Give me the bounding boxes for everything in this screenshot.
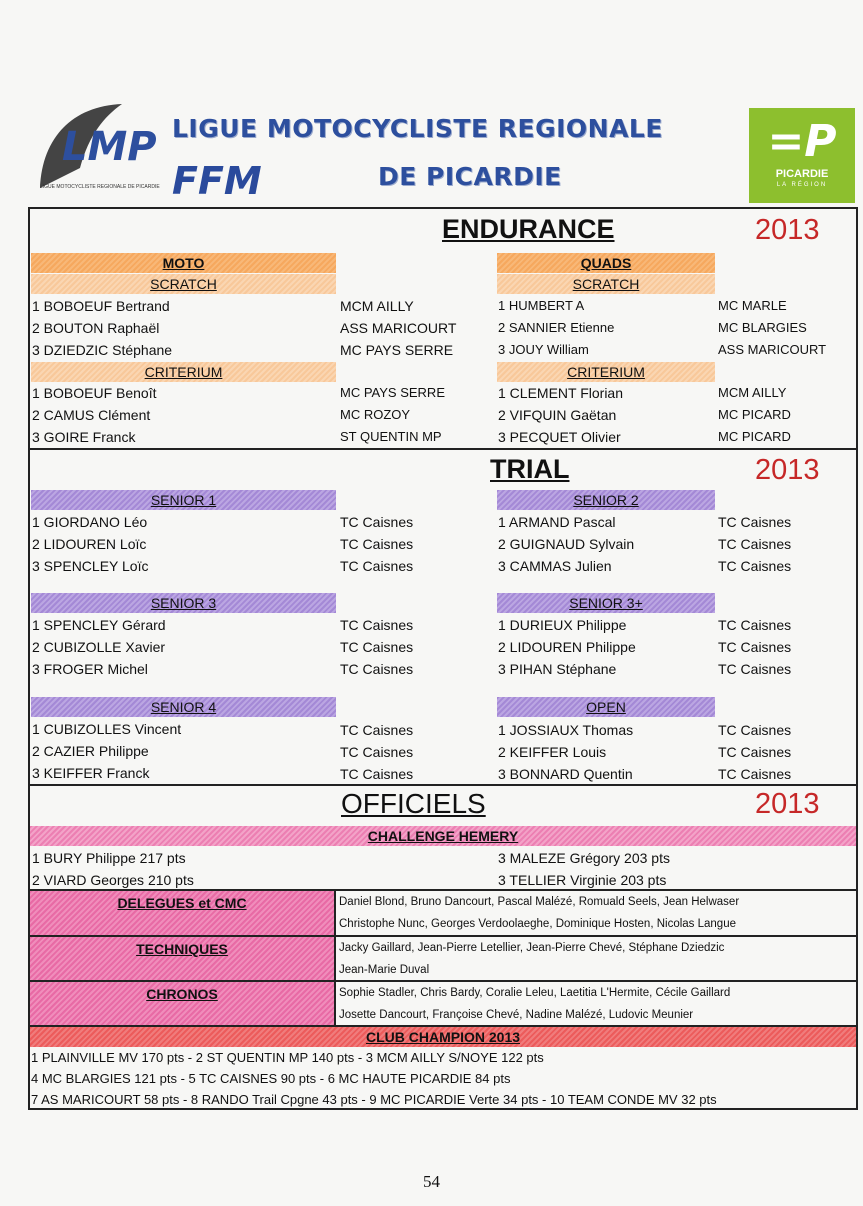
trial-rider-club: TC Caisnes: [340, 722, 414, 738]
senior2-band: SENIOR 2: [497, 490, 715, 510]
moto-scratch-club: ASS MARICOURT: [340, 320, 457, 336]
trial-rider-name: 2 CUBIZOLLE Xavier: [32, 639, 166, 655]
trial-rider-name: 3 BONNARD Quentin: [498, 766, 633, 782]
trial-rider-name: 1 GIORDANO Léo: [32, 514, 148, 530]
quads-band: QUADS: [497, 253, 715, 273]
league-title-line2: DE PICARDIE: [378, 162, 562, 191]
quads-criterium-club: MCM AILLY: [718, 385, 787, 400]
trial-rider-name: 1 JOSSIAUX Thomas: [498, 722, 634, 738]
trial-rider-name: 2 LIDOUREN Loïc: [32, 536, 147, 552]
lmp-logo-caption: LIGUE MOTOCYCLISTE REGIONALE DE PICARDIE: [40, 184, 160, 190]
moto-scratch-name: 1 BOBOEUF Bertrand: [32, 298, 170, 314]
lmp-logo-text: LMP: [62, 124, 157, 170]
moto-criterium-name: 1 BOBOEUF Benoît: [32, 385, 157, 401]
moto-criterium-name: 2 CAMUS Clément: [32, 407, 151, 423]
trial-rider-name: 2 LIDOUREN Philippe: [498, 639, 636, 655]
officiels-title: OFFICIELS: [341, 788, 486, 819]
moto-scratch-club: MC PAYS SERRE: [340, 342, 454, 358]
picardie-logo-name: PICARDIE: [775, 168, 829, 180]
quads-scratch-name: 2 SANNIER Etienne: [498, 320, 615, 335]
trial-rider-club: TC Caisnes: [718, 558, 792, 574]
trial-rider-club: TC Caisnes: [340, 617, 414, 633]
moto-criterium-club: MC PAYS SERRE: [340, 385, 445, 400]
trial-rider-club: TC Caisnes: [718, 661, 792, 677]
trial-rider-club: TC Caisnes: [340, 744, 414, 760]
moto-scratch-band: SCRATCH: [31, 274, 336, 294]
chronos-names: Sophie Stadler, Chris Bardy, Coralie Leleu, Laetitia L'Hermite, Cécile Gaillard: [339, 987, 731, 999]
quads-scratch-club: MC MARLE: [718, 298, 787, 313]
trial-title: TRIAL: [490, 454, 570, 484]
quads-criterium-club: MC PICARD: [718, 407, 791, 422]
ffm-logo: [170, 158, 290, 204]
quads-scratch-name: 1 HUMBERT A: [498, 298, 585, 313]
trial-rider-club: TC Caisnes: [718, 722, 792, 738]
page-number: 54: [423, 1172, 440, 1191]
quads-scratch-name: 3 JOUY William: [498, 342, 589, 357]
endurance-year: 2013: [755, 214, 820, 246]
trial-rider-name: 1 SPENCLEY Gérard: [32, 617, 166, 633]
senior1-band: SENIOR 1: [31, 490, 336, 510]
picardie-logo-sub: LA RÉGION: [776, 182, 828, 188]
trial-rider-club: TC Caisnes: [718, 514, 792, 530]
trial-rider-club: TC Caisnes: [718, 766, 792, 782]
trial-rider-club: TC Caisnes: [340, 766, 414, 782]
trial-rider-club: TC Caisnes: [718, 744, 792, 760]
quads-criterium-name: 3 PECQUET Olivier: [498, 429, 621, 445]
delegues-label-cell: DELEGUES et CMC: [30, 891, 334, 935]
ffm-logo-text: FFM: [172, 159, 262, 203]
trial-rider-name: 2 GUIGNAUD Sylvain: [498, 536, 635, 552]
divider-endurance-trial: [28, 448, 858, 450]
challenge-entry: 1 BURY Philippe 217 pts: [32, 850, 186, 866]
moto-criterium-club: MC ROZOY: [340, 407, 411, 422]
senior3plus-band: SENIOR 3+: [497, 593, 715, 613]
techniques-names: Jean-Marie Duval: [339, 964, 430, 976]
challenge-entry: 3 MALEZE Grégory 203 pts: [498, 850, 670, 866]
trial-rider-name: 3 FROGER Michel: [32, 661, 148, 677]
trial-rider-name: 3 PIHAN Stéphane: [498, 661, 617, 677]
quads-scratch-club: MC BLARGIES: [718, 320, 807, 335]
trial-rider-name: 2 KEIFFER Louis: [498, 744, 607, 760]
trial-rider-name: 3 CAMMAS Julien: [498, 558, 612, 574]
moto-criterium-name: 3 GOIRE Franck: [32, 429, 136, 445]
club-champion-band: CLUB CHAMPION 2013: [30, 1027, 856, 1047]
trial-rider-name: 3 SPENCLEY Loïc: [32, 558, 149, 574]
moto-scratch-name: 2 BOUTON Raphaël: [32, 320, 160, 336]
moto-scratch-name: 3 DZIEDZIC Stéphane: [32, 342, 173, 358]
quads-scratch-band: SCRATCH: [497, 274, 715, 294]
chronos-names: Josette Dancourt, Françoise Chevé, Nadine Malézé, Ludovic Meunier: [339, 1009, 694, 1021]
league-title-line1: LIGUE MOTOCYCLISTE REGIONALE: [172, 114, 663, 143]
endurance-title: ENDURANCE: [442, 214, 615, 244]
trial-rider-club: TC Caisnes: [718, 639, 792, 655]
trial-rider-name: 1 CUBIZOLLES Vincent: [32, 721, 182, 737]
trial-rider-club: TC Caisnes: [340, 558, 414, 574]
moto-criterium-club: ST QUENTIN MP: [340, 429, 442, 444]
chronos-label-cell: CHRONOS: [30, 982, 334, 1025]
delegues-names: Daniel Blond, Bruno Dancourt, Pascal Malézé, Romuald Seels, Jean Helwaser: [339, 896, 740, 908]
trial-rider-club: TC Caisnes: [340, 536, 414, 552]
picardie-logo-glyph: =P: [767, 116, 837, 167]
club-champion-line: 4 MC BLARGIES 121 pts - 5 TC CAISNES 90 pts - 6 MC HAUTE PICARDIE 84 pts: [31, 1071, 511, 1086]
trial-rider-name: 2 CAZIER Philippe: [32, 743, 149, 759]
senior4-band: SENIOR 4: [31, 697, 336, 717]
trial-rider-club: TC Caisnes: [340, 661, 414, 677]
open-band: OPEN: [497, 697, 715, 717]
quads-criterium-name: 1 CLEMENT Florian: [498, 385, 624, 401]
club-champion-line: 7 AS MARICOURT 58 pts - 8 RANDO Trail Cpgne 43 pts - 9 MC PICARDIE Verte 34 pts - 10 TEAM CONDE MV 32 pts: [31, 1092, 717, 1107]
techniques-names: Jacky Gaillard, Jean-Pierre Letellier, Jean-Pierre Chevé, Stéphane Dziedzic: [339, 942, 725, 954]
trial-rider-club: TC Caisnes: [340, 514, 414, 530]
senior3-band: SENIOR 3: [31, 593, 336, 613]
trial-rider-name: 1 DURIEUX Philippe: [498, 617, 627, 633]
trial-rider-club: TC Caisnes: [340, 639, 414, 655]
challenge-entry: 2 VIARD Georges 210 pts: [32, 872, 194, 888]
officiels-year: 2013: [755, 788, 820, 820]
quads-criterium-band: CRITERIUM: [497, 362, 715, 382]
quads-criterium-name: 2 VIFQUIN Gaëtan: [498, 407, 617, 423]
quads-criterium-club: MC PICARD: [718, 429, 791, 444]
trial-year: 2013: [755, 454, 820, 486]
challenge-hemery-band: CHALLENGE HEMERY: [30, 826, 856, 846]
moto-scratch-club: MCM AILLY: [340, 298, 414, 314]
officiels-column-divider: [334, 889, 336, 1027]
trial-rider-name: 1 ARMAND Pascal: [498, 514, 616, 530]
delegues-names: Christophe Nunc, Georges Verdoolaeghe, Dominique Hosten, Nicolas Langue: [339, 918, 736, 930]
trial-rider-club: TC Caisnes: [718, 536, 792, 552]
techniques-label-cell: TECHNIQUES: [30, 937, 334, 980]
club-champion-line: 1 PLAINVILLE MV 170 pts - 2 ST QUENTIN MP 140 pts - 3 MCM AILLY S/NOYE 122 pts: [31, 1050, 544, 1065]
moto-criterium-band: CRITERIUM: [31, 362, 336, 382]
moto-band: MOTO: [31, 253, 336, 273]
quads-scratch-club: ASS MARICOURT: [718, 342, 827, 357]
trial-rider-club: TC Caisnes: [718, 617, 792, 633]
trial-rider-name: 3 KEIFFER Franck: [32, 765, 150, 781]
picardie-region-logo: [749, 108, 855, 203]
challenge-entry: 3 TELLIER Virginie 203 pts: [498, 872, 667, 888]
